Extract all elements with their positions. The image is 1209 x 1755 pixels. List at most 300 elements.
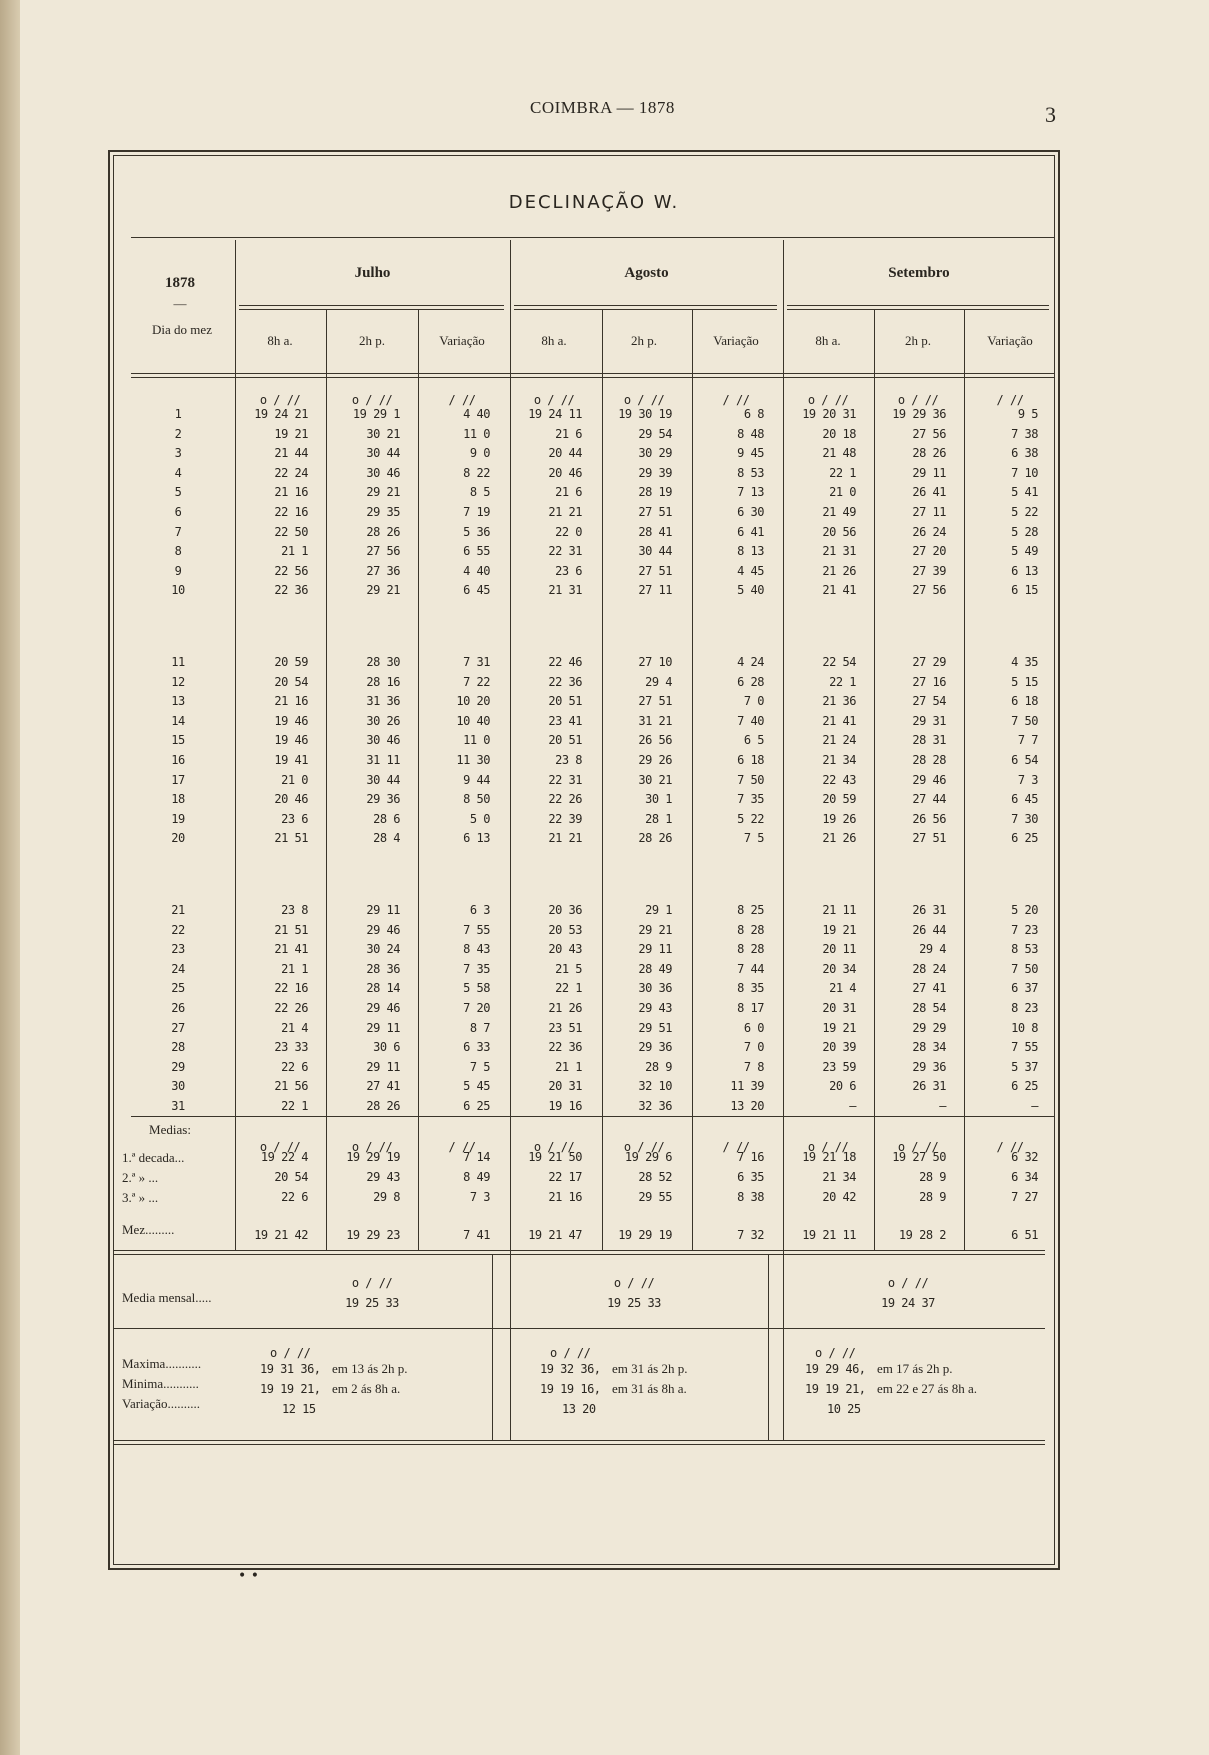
media-mensal-label: Media mensal..... xyxy=(122,1290,212,1305)
data-cell: 27 11 xyxy=(912,505,946,519)
data-cell: 5 20 xyxy=(1011,903,1038,917)
month-rule xyxy=(239,309,504,310)
data-cell: 23 8 xyxy=(555,753,582,767)
data-cell: 22 1 xyxy=(281,1099,308,1113)
data-cell: 19 46 xyxy=(274,713,308,728)
decada-cell: 29 55 xyxy=(638,1190,672,1204)
unit-label: / // xyxy=(722,1140,750,1154)
data-cell: 7 19 xyxy=(463,505,490,519)
data-cell: 30 44 xyxy=(366,446,400,461)
group-rule xyxy=(783,240,784,1440)
data-cell: 4 35 xyxy=(1011,655,1038,669)
data-cell: 5 40 xyxy=(737,583,764,598)
column-header: Variação xyxy=(713,333,759,348)
decada-cell: 7 14 xyxy=(463,1150,490,1164)
data-cell: 9 0 xyxy=(469,446,490,461)
data-cell: 28 16 xyxy=(366,674,400,689)
unit-label: o / // xyxy=(887,1276,929,1290)
data-cell: 21 1 xyxy=(555,1059,582,1074)
data-cell: 13 20 xyxy=(730,1099,764,1113)
mez-rule xyxy=(113,1254,1045,1255)
data-cell: 21 0 xyxy=(281,772,308,787)
mez-cell: 19 28 2 xyxy=(898,1228,946,1242)
unit-label: o / // xyxy=(623,1140,665,1154)
data-cell: 7 50 xyxy=(737,772,764,787)
data-cell: 19 16 xyxy=(548,1099,582,1113)
decada-label: 3.ª » ... xyxy=(122,1190,159,1205)
data-cell: 26 41 xyxy=(912,485,946,500)
column-rule xyxy=(602,310,603,1250)
data-cell: 21 0 xyxy=(829,485,856,500)
data-cell: 8 48 xyxy=(737,426,764,441)
data-cell: 29 4 xyxy=(919,942,946,957)
data-cell: 21 21 xyxy=(548,831,582,846)
minima-note: em 31 ás 8h a. xyxy=(612,1381,687,1396)
data-cell: 5 49 xyxy=(1011,544,1038,559)
data-cell: 6 18 xyxy=(1011,694,1038,709)
data-cell: 5 36 xyxy=(463,524,490,539)
data-cell: 30 1 xyxy=(645,792,672,807)
data-cell: 6 28 xyxy=(737,674,764,689)
data-cell: 27 20 xyxy=(912,544,946,559)
data-cell: 29 11 xyxy=(366,903,400,917)
data-cell: 21 41 xyxy=(822,583,856,598)
data-cell: 8 25 xyxy=(737,903,764,917)
header-rule xyxy=(131,373,1055,374)
data-cell: 6 25 xyxy=(463,1099,490,1113)
data-cell: 29 35 xyxy=(366,505,400,519)
data-cell: 6 13 xyxy=(463,831,490,846)
group-rule xyxy=(510,240,511,1440)
data-cell: 22 36 xyxy=(548,1040,582,1055)
data-cell: 27 39 xyxy=(912,563,946,578)
day-number: 24 xyxy=(171,961,185,976)
data-cell: 29 4 xyxy=(645,674,672,689)
unit-label: o / // xyxy=(533,393,575,407)
data-cell: 26 56 xyxy=(638,733,672,748)
unit-label: o / // xyxy=(897,393,939,407)
data-cell: 29 46 xyxy=(366,1001,400,1015)
column-header: 8h a. xyxy=(267,333,293,348)
data-cell: 7 13 xyxy=(737,485,764,500)
data-cell: 22 43 xyxy=(822,772,856,787)
maxima-value: 19 31 36, xyxy=(260,1362,321,1376)
data-cell: 11 0 xyxy=(463,733,490,748)
data-cell: 22 1 xyxy=(829,674,856,689)
data-cell: 5 22 xyxy=(1011,505,1038,519)
decada-cell: 29 43 xyxy=(366,1170,400,1184)
data-cell: 5 41 xyxy=(1011,485,1038,500)
maxima-value: 19 32 36, xyxy=(540,1362,601,1376)
day-number: 18 xyxy=(171,792,185,807)
data-cell: 7 22 xyxy=(463,674,490,689)
data-cell: 21 16 xyxy=(274,485,308,500)
decada-cell: 19 29 19 xyxy=(346,1150,400,1164)
data-cell: 5 45 xyxy=(463,1079,490,1094)
data-cell: 28 19 xyxy=(638,485,672,500)
data-cell: 23 6 xyxy=(555,563,582,578)
day-number: 16 xyxy=(171,753,185,767)
data-cell: 9 44 xyxy=(463,772,490,787)
data-cell: 21 56 xyxy=(274,1079,308,1094)
mensal-rule xyxy=(113,1328,1045,1329)
group-rule xyxy=(492,1254,493,1440)
decada-cell: 8 49 xyxy=(463,1170,490,1184)
data-cell: 21 6 xyxy=(555,426,582,441)
column-header: 2h p. xyxy=(905,333,931,348)
unit-label: o / // xyxy=(550,1346,591,1360)
data-cell: 28 26 xyxy=(638,831,672,846)
decada-cell: 7 27 xyxy=(1011,1190,1038,1204)
day-number: 28 xyxy=(171,1040,185,1055)
data-cell: 28 31 xyxy=(912,733,946,748)
data-cell: 9 45 xyxy=(737,446,764,461)
data-cell: 22 54 xyxy=(822,655,856,669)
data-cell: 6 54 xyxy=(1011,753,1038,767)
data-cell: 5 15 xyxy=(1011,674,1038,689)
data-cell: 8 23 xyxy=(1011,1001,1038,1015)
data-cell: 7 35 xyxy=(463,961,490,976)
data-cell: 6 3 xyxy=(469,903,490,917)
unit-label: o / // xyxy=(351,1140,393,1154)
data-cell: 7 0 xyxy=(743,1040,764,1055)
column-header: Variação xyxy=(987,333,1033,348)
mez-cell: 7 41 xyxy=(463,1228,490,1242)
mez-rule xyxy=(113,1250,1045,1251)
data-cell: 30 46 xyxy=(366,465,400,480)
data-cell: 19 21 xyxy=(822,1020,856,1035)
month-header: Agosto xyxy=(624,265,669,281)
minima-value: 19 19 16, xyxy=(540,1382,601,1396)
mez-label: Mez......... xyxy=(122,1222,175,1237)
data-cell: — xyxy=(1031,1099,1038,1113)
data-cell: 7 5 xyxy=(469,1059,490,1074)
day-number: 26 xyxy=(171,1001,185,1015)
unit-label: o / // xyxy=(807,393,849,407)
day-number: 14 xyxy=(171,713,185,728)
decada-cell: 7 16 xyxy=(737,1150,764,1164)
data-cell: 6 38 xyxy=(1011,446,1038,461)
day-number: 3 xyxy=(174,446,182,461)
mez-cell: 19 21 42 xyxy=(254,1228,308,1242)
data-cell: 31 36 xyxy=(366,694,400,709)
day-number: 13 xyxy=(171,694,185,709)
data-cell: 28 4 xyxy=(373,831,400,846)
data-cell: 11 0 xyxy=(463,426,490,441)
data-cell: 28 34 xyxy=(912,1040,946,1055)
unit-label: o / // xyxy=(259,393,301,407)
data-cell: 21 31 xyxy=(548,583,582,598)
data-cell: 6 13 xyxy=(1011,563,1038,578)
table-title: DECLINAÇÃO W. xyxy=(508,192,680,213)
data-cell: 29 11 xyxy=(638,942,672,957)
data-cell: 23 51 xyxy=(548,1020,582,1035)
data-cell: 21 49 xyxy=(822,505,856,519)
day-number: 25 xyxy=(171,981,185,996)
variacao-value: 12 15 xyxy=(282,1402,316,1416)
data-cell: 29 11 xyxy=(912,465,946,480)
data-cell: 21 26 xyxy=(822,563,856,578)
data-cell: 30 6 xyxy=(373,1040,400,1055)
data-cell: 23 33 xyxy=(274,1040,308,1055)
data-cell: 20 51 xyxy=(548,733,582,748)
decada-cell: 21 16 xyxy=(548,1190,582,1204)
data-cell: 22 36 xyxy=(548,674,582,689)
data-cell: 27 11 xyxy=(638,583,672,598)
day-number: 29 xyxy=(171,1059,185,1074)
medias-label: Medias: xyxy=(149,1122,191,1137)
data-cell: 7 3 xyxy=(1017,772,1038,787)
unit-label: o / // xyxy=(270,1346,311,1360)
data-cell: 19 46 xyxy=(274,733,308,748)
data-cell: 21 51 xyxy=(274,831,308,846)
data-cell: 22 0 xyxy=(555,524,582,539)
data-cell: 6 55 xyxy=(463,544,490,559)
book-spine xyxy=(0,0,20,1755)
data-cell: 6 15 xyxy=(1011,583,1038,598)
day-number: 12 xyxy=(171,674,185,689)
data-cell: 22 1 xyxy=(829,465,856,480)
data-cell: 20 59 xyxy=(274,655,308,669)
data-cell: 19 21 xyxy=(274,426,308,441)
data-cell: 20 18 xyxy=(822,426,856,441)
day-number: 19 xyxy=(171,811,185,826)
media-mensal-value: 19 24 37 xyxy=(881,1296,935,1310)
day-number: 4 xyxy=(174,465,182,480)
data-cell: 29 46 xyxy=(366,922,400,937)
data-cell: 28 24 xyxy=(912,961,946,976)
data-cell: 30 36 xyxy=(638,981,672,996)
data-cell: 21 5 xyxy=(555,961,582,976)
data-cell: 22 56 xyxy=(274,563,308,578)
column-header: 2h p. xyxy=(359,333,385,348)
data-cell: 19 30 19 xyxy=(618,407,672,421)
data-cell: 20 43 xyxy=(548,942,582,957)
data-cell: 20 54 xyxy=(274,674,308,689)
unit-label: / // xyxy=(448,1140,476,1154)
maxima-note: em 17 ás 2h p. xyxy=(877,1361,953,1376)
media-mensal-value: 19 25 33 xyxy=(345,1296,399,1310)
data-cell: 21 6 xyxy=(555,485,582,500)
decada-cell: 6 35 xyxy=(737,1170,764,1184)
data-cell: 22 31 xyxy=(548,772,582,787)
day-number: 20 xyxy=(171,831,185,846)
data-cell: 32 36 xyxy=(638,1099,672,1113)
data-cell: 28 26 xyxy=(366,524,400,539)
decada-cell: 19 27 50 xyxy=(892,1150,946,1164)
data-cell: 19 29 36 xyxy=(892,407,946,421)
data-cell: 6 30 xyxy=(737,505,764,519)
extreme-label: Minima........... xyxy=(122,1376,199,1391)
day-number: 15 xyxy=(171,733,185,748)
data-cell: 30 29 xyxy=(638,446,672,461)
data-cell: 4 40 xyxy=(463,563,490,578)
header-rule xyxy=(131,377,1055,378)
data-cell: 27 44 xyxy=(912,792,946,807)
extreme-label: Variação.......... xyxy=(122,1396,200,1411)
data-cell: 8 22 xyxy=(463,465,490,480)
day-number: 8 xyxy=(174,544,182,559)
data-cell: 7 35 xyxy=(737,792,764,807)
data-cell: 19 26 xyxy=(822,811,856,826)
data-cell: 26 56 xyxy=(912,811,946,826)
data-cell: 27 29 xyxy=(912,655,946,669)
data-cell: 7 8 xyxy=(743,1059,764,1074)
data-cell: 22 36 xyxy=(274,583,308,598)
data-cell: 30 44 xyxy=(638,544,672,559)
data-cell: 29 51 xyxy=(638,1020,672,1035)
data-cell: 20 31 xyxy=(548,1079,582,1094)
decada-cell: 19 29 6 xyxy=(624,1150,672,1164)
data-cell: 19 24 11 xyxy=(528,407,582,421)
data-cell: 7 0 xyxy=(743,694,764,709)
mez-cell: 6 51 xyxy=(1011,1228,1038,1242)
data-cell: — xyxy=(849,1099,856,1113)
decada-cell: 21 34 xyxy=(822,1170,856,1184)
data-cell: 21 4 xyxy=(281,1020,308,1035)
data-cell: 29 54 xyxy=(638,426,672,441)
decada-label: 1.ª decada... xyxy=(122,1150,185,1165)
data-cell: 28 6 xyxy=(373,811,400,826)
decada-cell: 19 22 4 xyxy=(260,1150,308,1164)
column-header: 8h a. xyxy=(541,333,567,348)
maxima-note: em 31 ás 2h p. xyxy=(612,1361,688,1376)
data-cell: 20 59 xyxy=(822,792,856,807)
unit-label: o / // xyxy=(623,393,665,407)
data-cell: 6 18 xyxy=(737,753,764,767)
data-cell: 31 21 xyxy=(638,713,672,728)
unit-label: / // xyxy=(722,393,750,407)
day-number: 23 xyxy=(171,942,185,957)
data-cell: 22 31 xyxy=(548,544,582,559)
unit-label: o / // xyxy=(815,1346,856,1360)
data-cell: 27 56 xyxy=(366,544,400,559)
decada-cell: 28 9 xyxy=(919,1170,946,1184)
mez-cell: 19 21 47 xyxy=(528,1228,582,1242)
data-cell: 19 24 21 xyxy=(254,407,308,421)
data-cell: 31 11 xyxy=(366,753,400,767)
data-cell: 7 50 xyxy=(1011,961,1038,976)
unit-label: o / // xyxy=(351,393,393,407)
month-header: Julho xyxy=(354,265,391,281)
data-cell: 28 49 xyxy=(638,961,672,976)
data-cell: 20 51 xyxy=(548,694,582,709)
footer-dots: • • xyxy=(238,1568,259,1584)
decada-cell: 28 52 xyxy=(638,1170,672,1184)
column-header: 8h a. xyxy=(815,333,841,348)
data-cell: 28 26 xyxy=(912,446,946,461)
data-cell: 20 11 xyxy=(822,942,856,957)
decada-cell: 29 8 xyxy=(373,1190,400,1204)
year-label: 1878 xyxy=(165,275,195,291)
data-cell: 7 50 xyxy=(1011,713,1038,728)
day-number: 22 xyxy=(171,922,185,937)
data-cell: 6 33 xyxy=(463,1040,490,1055)
day-number: 5 xyxy=(174,485,182,500)
decada-cell: 19 21 50 xyxy=(528,1150,582,1164)
data-cell: 8 17 xyxy=(737,1001,764,1015)
decada-cell: 22 6 xyxy=(281,1190,308,1204)
day-number: 10 xyxy=(171,583,185,598)
data-cell: 22 26 xyxy=(548,792,582,807)
data-cell: 27 41 xyxy=(912,981,946,996)
data-cell: 28 36 xyxy=(366,961,400,976)
data-cell: 8 13 xyxy=(737,544,764,559)
data-cell: 7 38 xyxy=(1011,426,1038,441)
unit-label: / // xyxy=(996,393,1024,407)
day-number: 11 xyxy=(171,655,185,669)
data-cell: 29 21 xyxy=(366,583,400,598)
data-cell: 23 8 xyxy=(281,903,308,917)
mez-cell: 19 29 23 xyxy=(346,1228,400,1242)
data-cell: 5 22 xyxy=(737,811,764,826)
data-cell: 28 54 xyxy=(912,1001,946,1015)
data-cell: 21 31 xyxy=(822,544,856,559)
data-cell: 27 51 xyxy=(638,505,672,519)
unit-label: o / // xyxy=(533,1140,575,1154)
day-number: 27 xyxy=(171,1020,185,1035)
decada-cell: 22 17 xyxy=(548,1170,582,1184)
data-cell: 20 31 xyxy=(822,1001,856,1015)
data-cell: 28 28 xyxy=(912,753,946,767)
day-number: 31 xyxy=(171,1099,185,1113)
data-cell: 20 46 xyxy=(274,792,308,807)
data-cell: 8 7 xyxy=(469,1020,490,1035)
decada-label: 2.ª » ... xyxy=(122,1170,159,1185)
data-cell: 22 16 xyxy=(274,981,308,996)
medias-rule xyxy=(131,1116,1055,1117)
data-cell: 21 41 xyxy=(822,713,856,728)
data-cell: 5 37 xyxy=(1011,1059,1038,1074)
data-cell: 7 55 xyxy=(463,922,490,937)
group-rule xyxy=(768,1254,769,1440)
data-cell: 5 28 xyxy=(1011,524,1038,539)
data-cell: 7 55 xyxy=(1011,1040,1038,1055)
column-rule xyxy=(964,310,965,1250)
data-cell: 21 41 xyxy=(274,942,308,957)
data-cell: 6 0 xyxy=(743,1020,764,1035)
month-rule xyxy=(239,305,504,306)
minima-value: 19 19 21, xyxy=(805,1382,866,1396)
data-cell: 21 21 xyxy=(548,505,582,519)
data-cell: 23 41 xyxy=(548,713,582,728)
data-cell: 29 31 xyxy=(912,713,946,728)
day-number: 30 xyxy=(171,1079,185,1094)
data-cell: 21 44 xyxy=(274,446,308,461)
data-cell: 26 31 xyxy=(912,903,946,917)
data-cell: 4 45 xyxy=(737,563,764,578)
data-cell: 20 39 xyxy=(822,1040,856,1055)
data-cell: 6 5 xyxy=(743,733,764,748)
data-cell: 30 21 xyxy=(638,772,672,787)
extremes-rule xyxy=(113,1440,1045,1441)
data-cell: 8 28 xyxy=(737,922,764,937)
data-cell: 8 28 xyxy=(737,942,764,957)
data-cell: 21 1 xyxy=(281,961,308,976)
data-cell: 7 30 xyxy=(1011,811,1038,826)
day-number: 21 xyxy=(171,903,185,917)
unit-label: o / // xyxy=(351,1276,393,1290)
data-cell: 23 6 xyxy=(281,811,308,826)
data-cell: 29 43 xyxy=(638,1001,672,1015)
maxima-note: em 13 ás 2h p. xyxy=(332,1361,408,1376)
data-cell: 29 11 xyxy=(366,1020,400,1035)
data-cell: 22 26 xyxy=(274,1001,308,1015)
data-cell: 26 44 xyxy=(912,922,946,937)
month-rule xyxy=(787,305,1049,306)
running-title: COIMBRA — 1878 xyxy=(530,98,675,117)
data-cell: 7 23 xyxy=(1011,922,1038,937)
